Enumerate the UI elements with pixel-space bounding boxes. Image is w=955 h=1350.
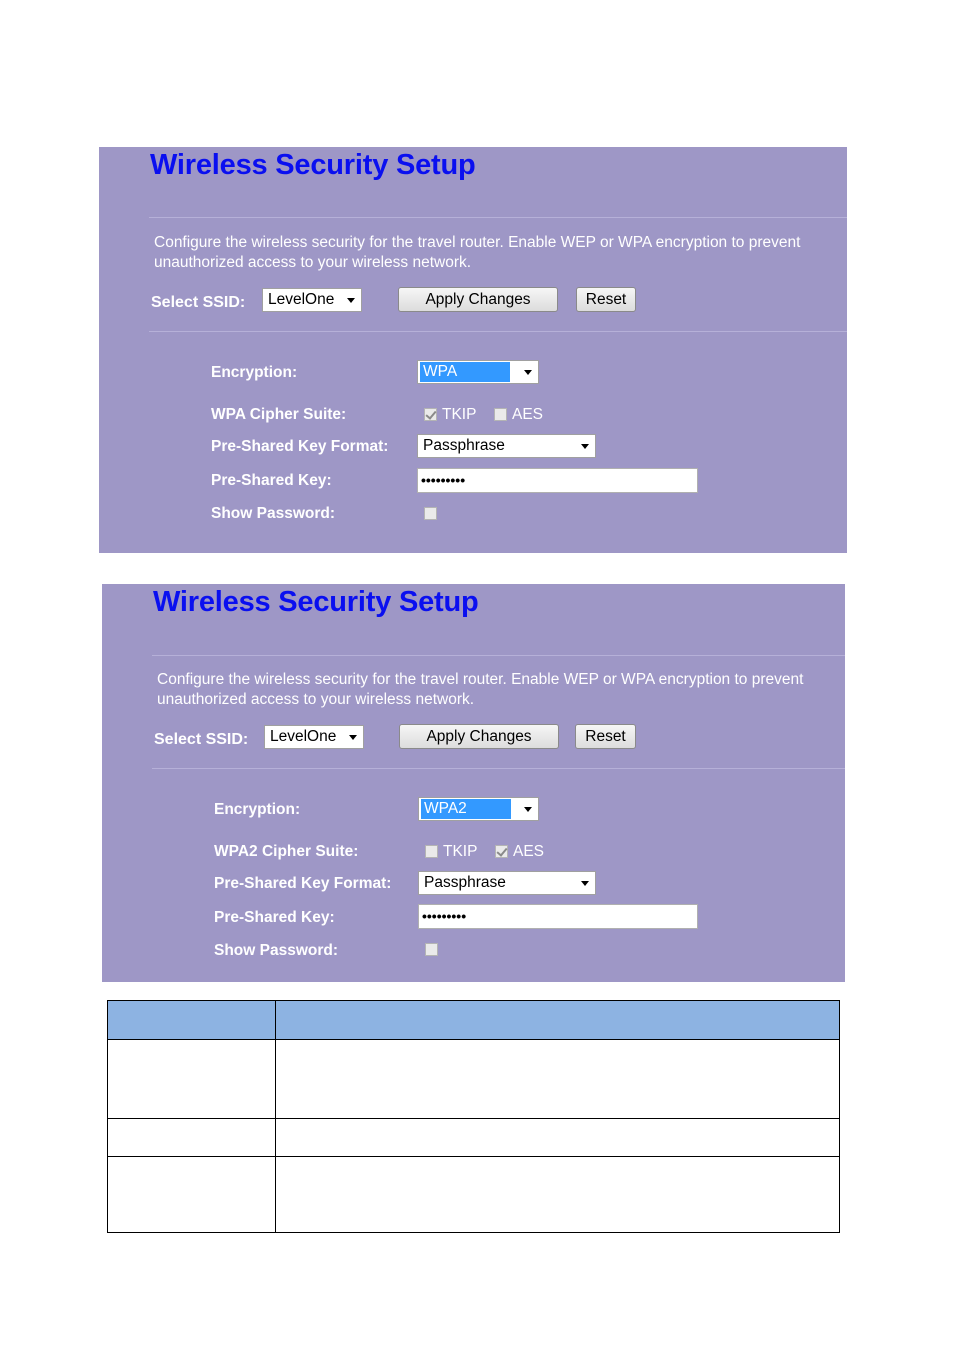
cipher-suite-label: WPA Cipher Suite: bbox=[211, 406, 347, 423]
apply-changes-button[interactable]: Apply Changes bbox=[399, 724, 559, 749]
reset-button[interactable]: Reset bbox=[575, 724, 636, 749]
table-cell bbox=[276, 1119, 840, 1157]
table-row bbox=[108, 1157, 840, 1233]
table-row bbox=[108, 1119, 840, 1157]
show-password-checkbox[interactable] bbox=[424, 507, 437, 520]
tkip-label: TKIP bbox=[442, 406, 477, 423]
description-line-1: Configure the wireless security for the travel router. Enable WEP or WPA encryption to prevent bbox=[157, 671, 804, 688]
wireless-security-panel-wpa bbox=[99, 147, 847, 553]
wireless-security-panel-wpa2 bbox=[102, 584, 845, 982]
encryption-label: Encryption: bbox=[211, 364, 298, 381]
ssid-label: Select SSID: bbox=[151, 294, 246, 311]
tkip-checkbox[interactable] bbox=[424, 408, 437, 421]
divider bbox=[149, 217, 847, 218]
description-line-2: unauthorized access to your wireless network. bbox=[157, 691, 475, 708]
description bbox=[157, 670, 845, 710]
description bbox=[154, 233, 844, 273]
psk-input[interactable]: ••••••••• bbox=[418, 904, 698, 929]
divider bbox=[149, 331, 847, 332]
tkip-checkbox[interactable] bbox=[425, 845, 438, 858]
ssid-select[interactable] bbox=[262, 288, 362, 312]
aes-checkbox[interactable] bbox=[494, 408, 507, 421]
aes-checkbox[interactable] bbox=[495, 845, 508, 858]
table-cell bbox=[108, 1040, 276, 1119]
ssid-label: Select SSID: bbox=[154, 731, 249, 748]
encryption-select[interactable] bbox=[418, 797, 539, 821]
table-cell bbox=[108, 1157, 276, 1233]
key-format-label: Pre-Shared Key Format: bbox=[211, 438, 389, 455]
reset-button[interactable]: Reset bbox=[576, 287, 636, 312]
table-row bbox=[108, 1040, 840, 1119]
apply-changes-button[interactable]: Apply Changes bbox=[398, 287, 558, 312]
key-format-select-value: Passphrase bbox=[424, 874, 506, 891]
ssid-select-value: LevelOne bbox=[270, 728, 337, 745]
show-password-checkbox[interactable] bbox=[425, 943, 438, 956]
show-password-label: Show Password: bbox=[214, 942, 339, 959]
psk-label: Pre-Shared Key: bbox=[211, 472, 332, 489]
aes-label: AES bbox=[513, 843, 545, 860]
table-cell bbox=[276, 1157, 840, 1233]
key-format-select-value: Passphrase bbox=[423, 437, 505, 454]
page-title: Wireless Security Setup bbox=[150, 149, 476, 181]
chevron-down-icon bbox=[524, 807, 532, 812]
show-password-label: Show Password: bbox=[211, 505, 336, 522]
table-header-row bbox=[108, 1001, 840, 1040]
description-line-1: Configure the wireless security for the travel router. Enable WEP or WPA encryption to prevent bbox=[154, 234, 801, 251]
divider bbox=[152, 655, 845, 656]
table-cell bbox=[276, 1040, 840, 1119]
psk-input[interactable]: ••••••••• bbox=[417, 468, 698, 493]
divider bbox=[152, 768, 845, 769]
cipher-suite-label: WPA2 Cipher Suite: bbox=[214, 843, 359, 860]
parameter-table bbox=[107, 1000, 840, 1233]
key-format-label: Pre-Shared Key Format: bbox=[214, 875, 392, 892]
encryption-label: Encryption: bbox=[214, 801, 301, 818]
key-format-select[interactable] bbox=[418, 871, 596, 895]
ssid-select-value: LevelOne bbox=[268, 291, 335, 308]
psk-label: Pre-Shared Key: bbox=[214, 909, 335, 926]
ssid-select[interactable] bbox=[264, 725, 364, 749]
table-header-cell bbox=[276, 1001, 840, 1040]
encryption-select-value: WPA bbox=[420, 362, 510, 382]
description-line-2: unauthorized access to your wireless network. bbox=[154, 254, 472, 271]
page-title: Wireless Security Setup bbox=[153, 586, 479, 618]
chevron-down-icon bbox=[347, 298, 355, 303]
tkip-label: TKIP bbox=[443, 843, 478, 860]
table-cell bbox=[108, 1119, 276, 1157]
table-header-cell bbox=[108, 1001, 276, 1040]
chevron-down-icon bbox=[349, 735, 357, 740]
chevron-down-icon bbox=[581, 881, 589, 886]
encryption-select-value: WPA2 bbox=[421, 799, 511, 819]
key-format-select[interactable] bbox=[417, 434, 596, 458]
chevron-down-icon bbox=[524, 370, 532, 375]
encryption-select[interactable] bbox=[417, 360, 539, 384]
chevron-down-icon bbox=[581, 444, 589, 449]
aes-label: AES bbox=[512, 406, 544, 423]
